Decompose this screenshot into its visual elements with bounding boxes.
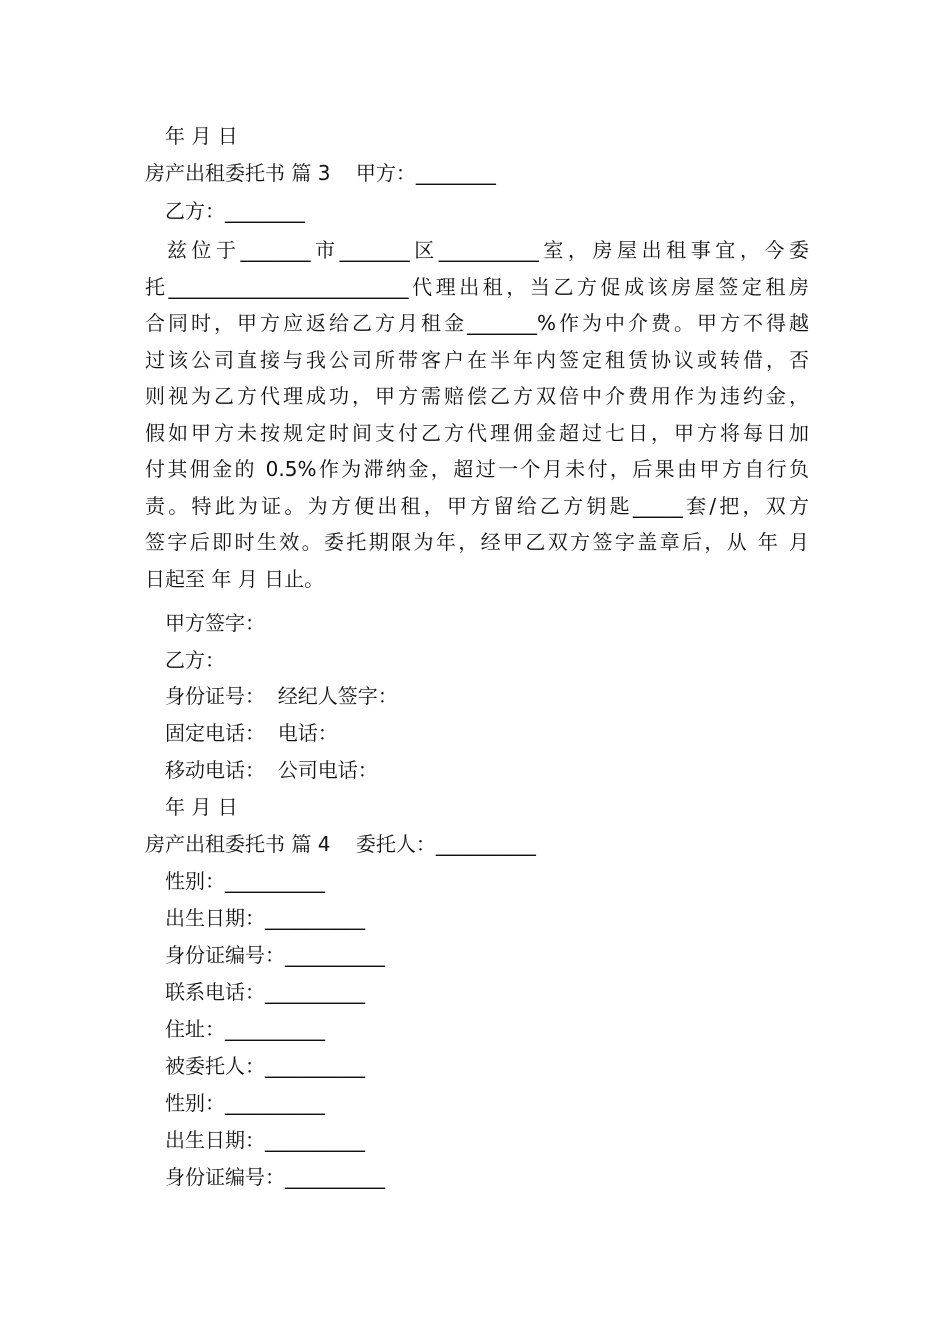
body-line: 托________________________代理出租，当乙方促成该房屋签定租房: [145, 274, 809, 299]
body-line: 则视为乙方代理成功，甲方需赔偿乙方双倍中介费用作为违约金，: [145, 384, 809, 408]
date-line-top: 年 月 日: [165, 124, 238, 148]
party-b-line: 乙方：: [165, 648, 225, 672]
phone-line: 固定电话： 电话：: [165, 721, 338, 745]
date-line: 年 月 日: [165, 795, 238, 819]
body-line: 假如甲方未按规定时间支付乙方代理佣金超过七日，甲方将每日加: [145, 420, 809, 445]
body-line: 签字后即时生效。委托期限为年，经甲乙双方签字盖章后，从 年 月: [145, 530, 809, 554]
form-field-trustee-gender: 性别：__________: [165, 1091, 325, 1115]
form-field-trustee-id-number: 身份证编号：__________: [165, 1165, 385, 1189]
section3-heading: 房产出租委托书 篇 3 甲方：________: [145, 161, 496, 185]
mobile-company-phone-line: 移动电话： 公司电话：: [165, 758, 378, 782]
form-field-id-number: 身份证编号：__________: [165, 943, 385, 967]
form-field-trustee-birthdate: 出生日期：__________: [165, 1128, 365, 1152]
form-field-phone: 联系电话：__________: [165, 980, 365, 1004]
id-agent-signature-line: 身份证号： 经纪人签字：: [165, 684, 398, 708]
body-line: 兹位于_______市_______区__________室，房屋出租事宜，今委: [145, 238, 809, 262]
form-field-birthdate: 出生日期：__________: [165, 906, 365, 930]
body-line: 过该公司直接与我公司所带客户在半年内签定租赁协议或转借，否: [145, 347, 809, 372]
section3-body-paragraph: [145, 232, 809, 597]
form-field-address: 住址：__________: [165, 1017, 325, 1041]
body-line: 付其佣金的 0.5%作为滞纳金，超过一个月未付，后果由甲方自行负: [145, 457, 809, 481]
body-line: 日起至 年 月 日止。: [145, 566, 325, 591]
body-line: 合同时，甲方应返给乙方月租金_______%作为中介费。甲方不得越: [145, 311, 809, 335]
form-field-gender: 性别：__________: [165, 869, 325, 893]
party-b-field: 乙方：________: [165, 199, 305, 223]
body-line: 责。特此为证。为方便出租，甲方留给乙方钥匙_____套/把，双方: [145, 493, 809, 518]
form-field-trustee: 被委托人：__________: [165, 1054, 365, 1078]
section4-heading: 房产出租委托书 篇 4 委托人：__________: [145, 832, 536, 856]
party-a-signature-line: 甲方签字：: [165, 611, 265, 635]
